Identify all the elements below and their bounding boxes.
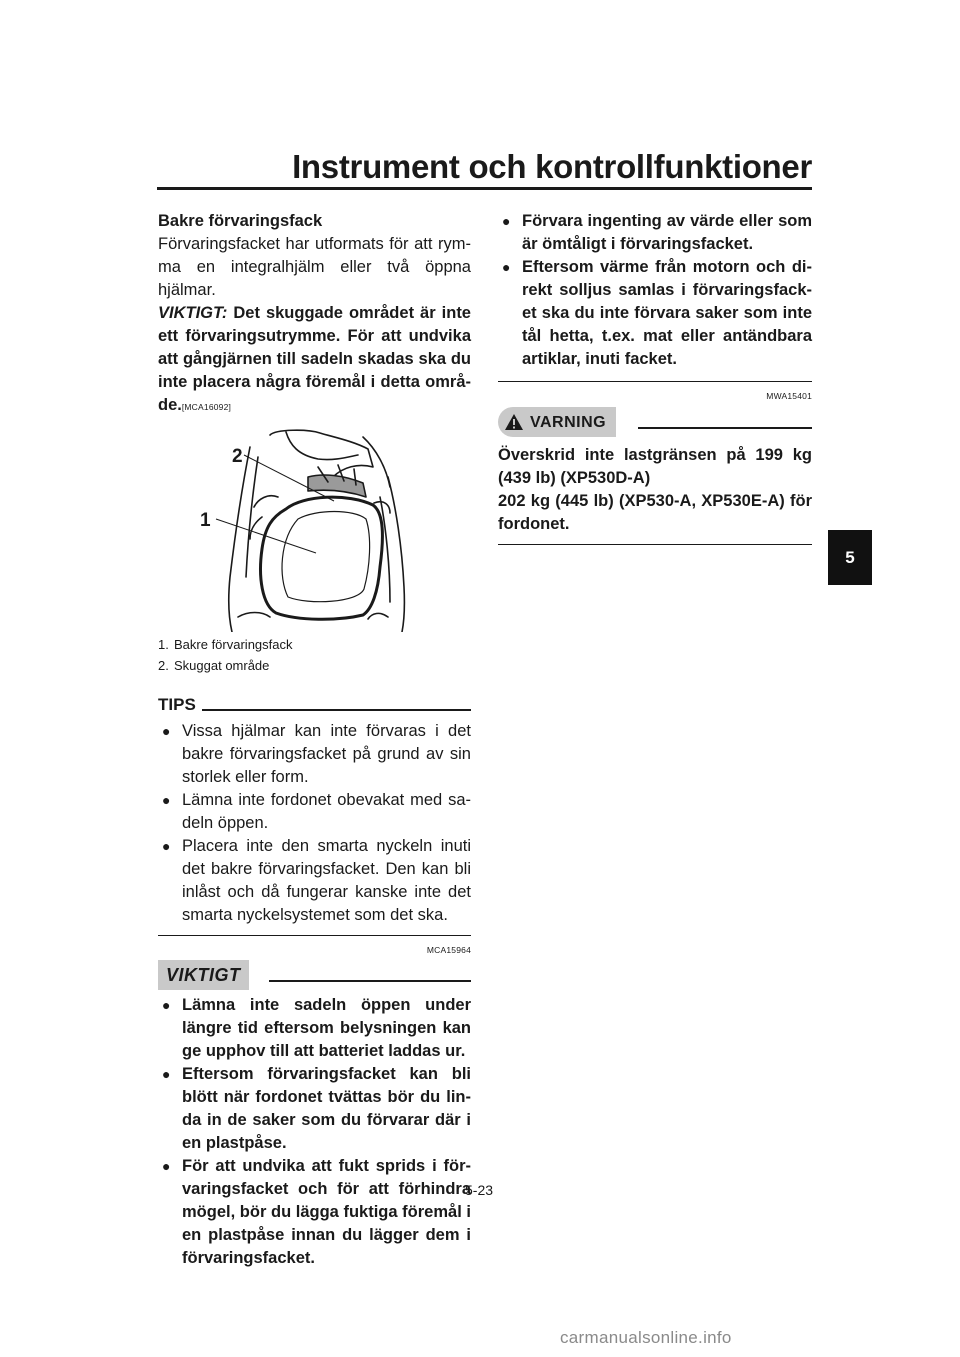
notice-code: MCA15964	[426, 945, 471, 955]
warning-end-rule	[498, 544, 812, 545]
warning-header	[498, 406, 812, 438]
warning-code: MWA15401	[766, 391, 812, 401]
bullet-icon: ●	[162, 792, 171, 808]
tips-label: TIPS	[158, 695, 196, 714]
list-item	[158, 1063, 471, 1155]
caption-number: 2.	[158, 658, 169, 673]
warning-label: VARNING	[530, 413, 607, 431]
callout-2: 2	[232, 446, 243, 467]
important-label: VIKTIGT:	[158, 304, 228, 322]
title-rule	[157, 187, 812, 190]
important-paragraph	[158, 302, 471, 419]
list-item-text: Förvara ingenting av värde eller som är ömtåligt i förvaringsfacket.	[522, 212, 812, 253]
warning-label-box	[498, 407, 616, 437]
list-item-text: Lämna inte fordonet obevakat med sa-deln öppen.	[182, 791, 471, 832]
bullet-icon: ●	[502, 259, 511, 275]
page-title: Instrument och kontrollfunktioner	[292, 148, 812, 185]
warning-text-2: 202 kg (445 lb) (XP530-A, XP530E-A) för fordonet.	[498, 492, 812, 533]
notice-end-rule	[498, 381, 812, 382]
notice-list	[158, 994, 471, 1270]
bullet-icon: ●	[162, 1158, 171, 1174]
caption-2	[158, 655, 471, 676]
left-column	[158, 210, 471, 1270]
watermark: carmanualsonline.info	[560, 1328, 732, 1347]
notice-label: VIKTIGT	[158, 960, 249, 990]
list-item	[158, 835, 471, 927]
bullet-icon: ●	[162, 838, 171, 854]
warning-text-1: Överskrid inte lastgränsen på 199 kg (439 lb) (XP530D-A)	[498, 446, 812, 487]
chapter-tab: 5	[828, 530, 872, 585]
important-code: [MCA16092]	[181, 402, 232, 412]
tips-rule	[202, 709, 471, 711]
list-item-text: För att undvika att fukt sprids i för-varingsfacket och för att förhindra mögel, bör du lägga fuktiga föremål i en plastpåse innan du lägger dem i förvaringsfacket.	[182, 1157, 471, 1267]
caption-text: Skuggat område	[174, 658, 270, 673]
continued-notice-list	[498, 210, 812, 371]
list-item-text: Lämna inte sadeln öppen under längre tid eftersom belysningen kan ge upphov till att batteriet laddas ur.	[182, 996, 471, 1060]
tips-end-rule	[158, 935, 471, 936]
important-text: Det skuggade området är inte ett förvaringsutrymme. För att undvika att gångjärnen till sadeln skadas ska du inte placera några föremål i detta områ-de.	[158, 304, 471, 414]
list-item-text: Eftersom värme från motorn och di-rekt solljus samlas i förvaringsfack-et ska du inte förvara saker som inte tål hetta, t.ex. mat eller antändbara artiklar, inuti facket.	[522, 258, 812, 368]
figure-captions	[158, 634, 471, 676]
bullet-icon: ●	[162, 723, 171, 739]
list-item-text: Placera inte den smarta nyckeln inuti det bakre förvaringsfacket. Den kan bli inlåst och då fungerar kanske inte det smarta nyckelsystemet som det ska.	[182, 837, 471, 924]
list-item-text: Eftersom förvaringsfacket kan bli blött när fordonet tvättas bör du lin-da in de saker som du förvarar där i en plastpåse.	[182, 1065, 471, 1152]
notice-header	[158, 960, 471, 990]
right-column	[498, 210, 812, 545]
caption-text: Bakre förvaringsfack	[174, 637, 293, 652]
bullet-icon: ●	[502, 213, 511, 229]
storage-compartment-figure	[158, 427, 471, 632]
page-number: 5-23	[465, 1182, 494, 1198]
list-item	[158, 789, 471, 835]
list-item	[158, 994, 471, 1063]
bullet-icon: ●	[162, 1066, 171, 1082]
list-item	[158, 720, 471, 789]
warning-rule	[638, 427, 812, 429]
caption-number: 1.	[158, 637, 169, 652]
tips-header	[158, 690, 471, 716]
section-heading: Bakre förvaringsfack	[158, 212, 323, 230]
callout-1: 1	[200, 510, 211, 531]
intro-paragraph: Förvaringsfacket har utformats för att rym-ma en integralhjälm eller två öppna hjälmar.	[158, 235, 471, 299]
warning-triangle-icon	[504, 413, 524, 431]
list-item	[498, 256, 812, 371]
tips-list	[158, 720, 471, 927]
list-item	[498, 210, 812, 256]
notice-rule	[269, 980, 472, 982]
list-item	[158, 1155, 471, 1270]
bullet-icon: ●	[162, 997, 171, 1013]
list-item-text: Vissa hjälmar kan inte förvaras i det bakre förvaringsfacket på grund av sin storlek eller form.	[182, 722, 471, 786]
caption-1	[158, 634, 471, 655]
